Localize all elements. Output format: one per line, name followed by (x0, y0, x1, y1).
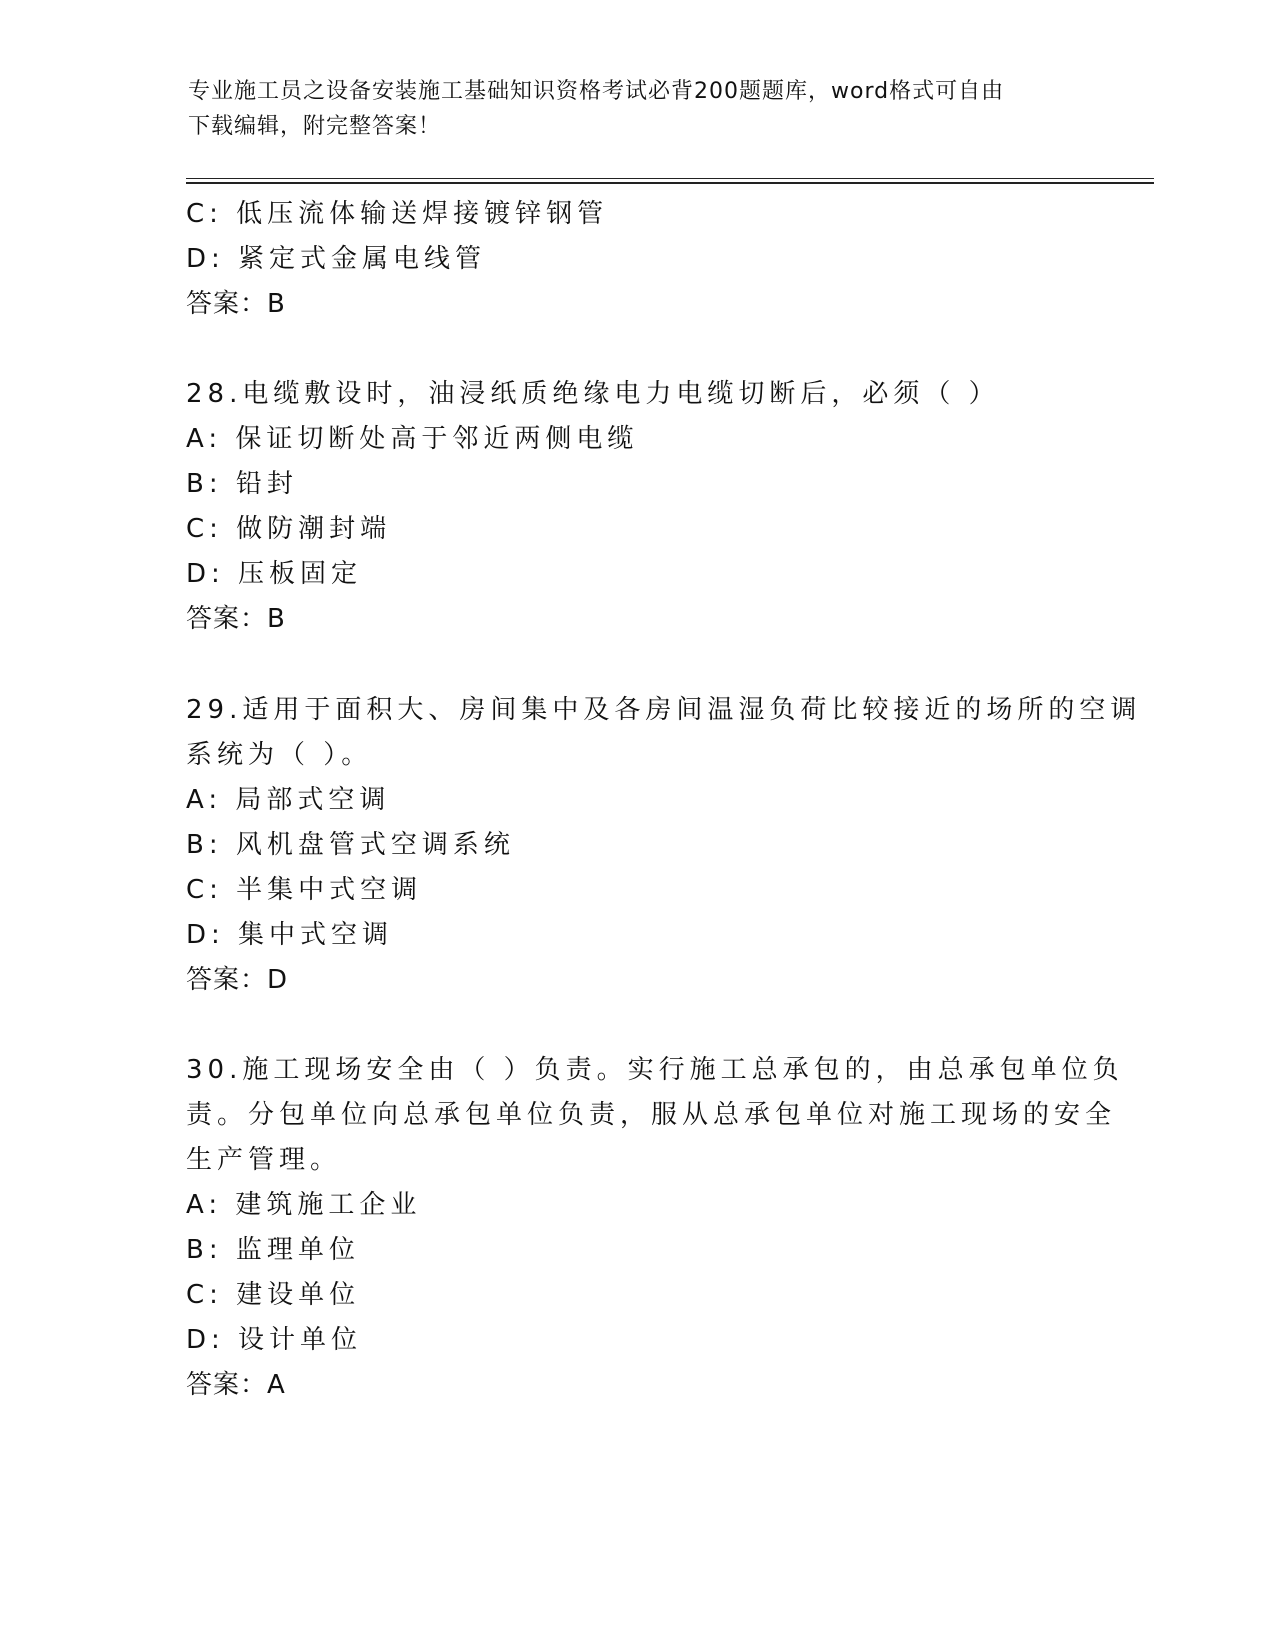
q28-option-d: D: 压板固定 (186, 559, 363, 589)
q30-stem-line-1: 30.施工现场安全由（ ）负责。实行施工总承包的，由总承包单位负 (186, 1055, 1124, 1085)
document-header (188, 74, 1068, 144)
q30-answer: 答案：A (186, 1370, 286, 1400)
q30-option-b: B: 监理单位 (186, 1235, 360, 1265)
header-divider-thick (186, 182, 1154, 184)
q27-option-c: C: 低压流体输送焊接镀锌钢管 (186, 199, 609, 229)
q28-option-c: C: 做防潮封端 (186, 514, 392, 544)
q28-stem: 28.电缆敷设时，油浸纸质绝缘电力电缆切断后，必须（ ） (186, 379, 1000, 409)
q29-option-c: C: 半集中式空调 (186, 875, 423, 905)
header-title-line-2: 下载编辑，附完整答案！ (188, 114, 442, 139)
q29-option-a: A: 局部式空调 (186, 785, 391, 815)
q28-answer: 答案：B (186, 604, 286, 634)
q30-option-d: D: 设计单位 (186, 1325, 363, 1355)
q29-option-d: D: 集中式空调 (186, 920, 394, 950)
q27-answer: 答案：B (186, 289, 286, 319)
header-title-line-1: 专业施工员之设备安装施工基础知识资格考试必背200题题库，word格式可自由 (188, 79, 1005, 104)
q30-option-a: A: 建筑施工企业 (186, 1190, 422, 1220)
q28-option-b: B: 铅封 (186, 469, 298, 499)
q30-stem-line-3: 生产管理。 (186, 1145, 342, 1175)
q30-option-c: C: 建设单位 (186, 1280, 361, 1310)
header-divider-thin (186, 178, 1154, 179)
q29-option-b: B: 风机盘管式空调系统 (186, 830, 515, 860)
q27-option-d: D: 紧定式金属电线管 (186, 244, 487, 274)
q29-stem-line-1: 29.适用于面积大、房间集中及各房间温湿负荷比较接近的场所的空调 (186, 695, 1142, 725)
q29-stem-line-2: 系统为（ ）。 (186, 740, 373, 770)
q29-answer: 答案：D (186, 965, 289, 995)
q28-option-a: A: 保证切断处高于邻近两侧电缆 (186, 424, 639, 454)
q30-stem-line-2: 责。分包单位向总承包单位负责，服从总承包单位对施工现场的安全 (186, 1100, 1117, 1130)
